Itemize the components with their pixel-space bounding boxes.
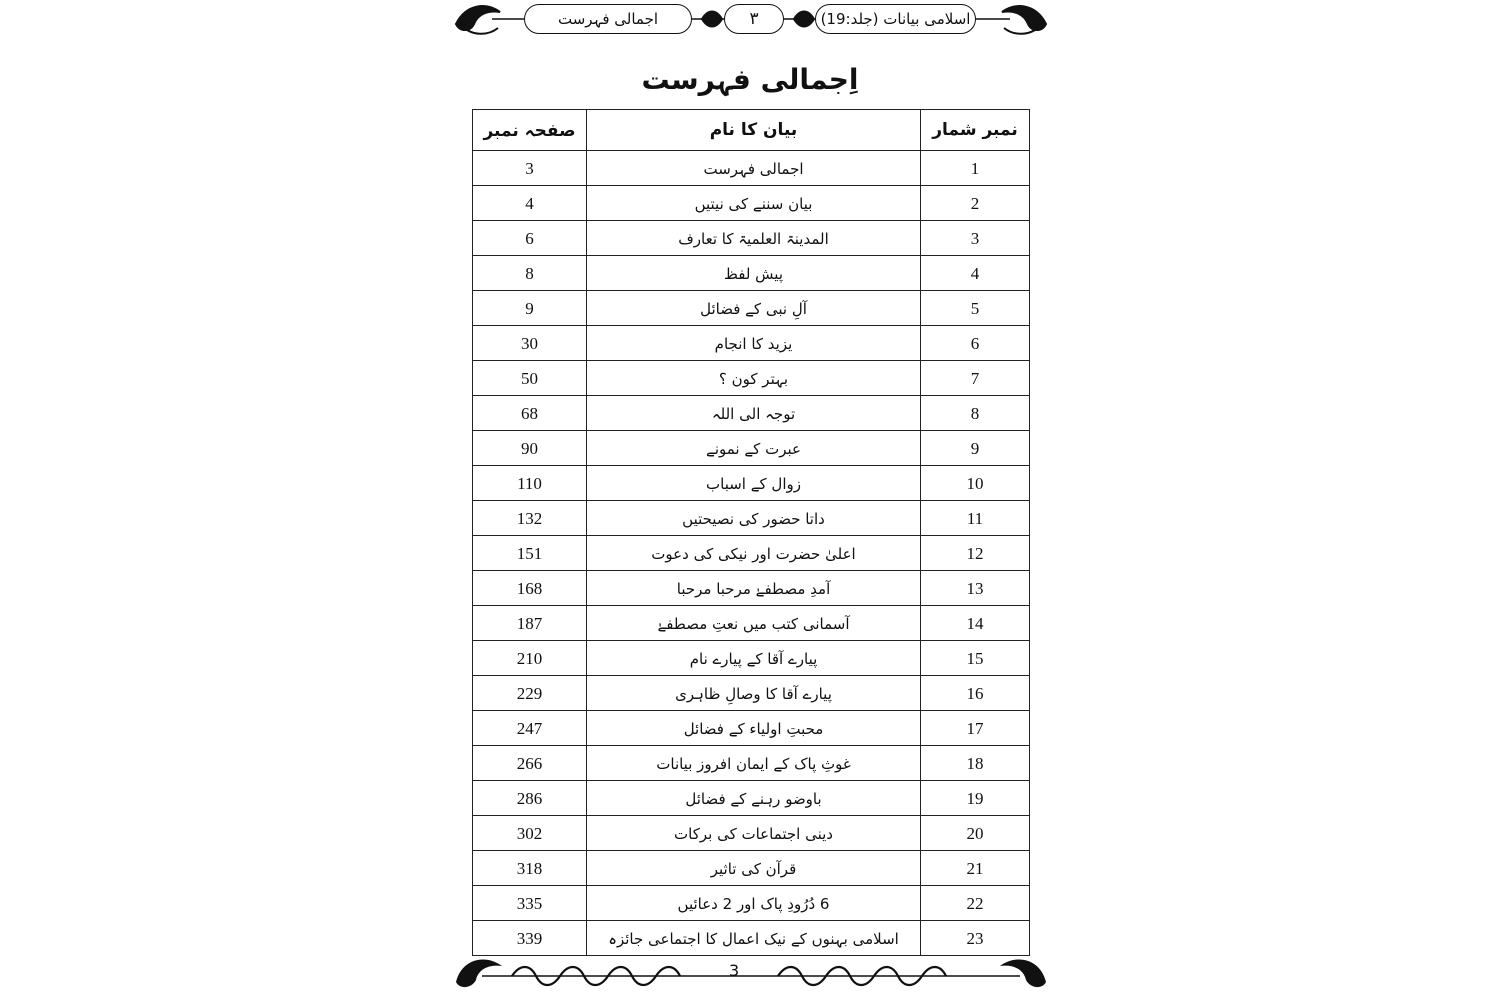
row-page-number: 210 bbox=[473, 641, 587, 676]
row-page-number: 8 bbox=[473, 256, 587, 291]
table-row bbox=[473, 711, 1030, 746]
row-title: پیش لفظ bbox=[587, 256, 921, 291]
row-title: عبرت کے نمونے bbox=[587, 431, 921, 466]
table-row bbox=[473, 291, 1030, 326]
row-title: دینی اجتماعات کی برکات bbox=[587, 816, 921, 851]
row-page-number: 339 bbox=[473, 921, 587, 956]
table-row bbox=[473, 781, 1030, 816]
row-page-number: 286 bbox=[473, 781, 587, 816]
row-title: داتا حضور کی نصیحتیں bbox=[587, 501, 921, 536]
row-serial-number: 21 bbox=[921, 851, 1030, 886]
table-row bbox=[473, 851, 1030, 886]
row-serial-number: 9 bbox=[921, 431, 1030, 466]
row-title: اسلامی بہنوں کے نیک اعمال کا اجتماعی جائزہ bbox=[587, 921, 921, 956]
table-row bbox=[473, 571, 1030, 606]
row-title: باوضو رہنے کے فضائل bbox=[587, 781, 921, 816]
row-page-number: 302 bbox=[473, 816, 587, 851]
table-header-row bbox=[473, 110, 1030, 151]
row-title: محبتِ اولیاء کے فضائل bbox=[587, 711, 921, 746]
row-page-number: 318 bbox=[473, 851, 587, 886]
row-serial-number: 22 bbox=[921, 886, 1030, 921]
table-row bbox=[473, 361, 1030, 396]
running-header bbox=[452, 0, 1050, 42]
table-body bbox=[473, 151, 1030, 956]
row-serial-number: 11 bbox=[921, 501, 1030, 536]
row-serial-number: 18 bbox=[921, 746, 1030, 781]
table-row bbox=[473, 816, 1030, 851]
row-title: قرآن کی تاثیر bbox=[587, 851, 921, 886]
row-title: آسمانی کتب میں نعتِ مصطفےٰ bbox=[587, 606, 921, 641]
page-title: اِجمالی فہرست bbox=[641, 63, 859, 96]
row-title: اجمالی فہرست bbox=[587, 151, 921, 186]
row-serial-number: 14 bbox=[921, 606, 1030, 641]
table-row bbox=[473, 256, 1030, 291]
row-page-number: 110 bbox=[473, 466, 587, 501]
row-title: اعلیٰ حضرت اور نیکی کی دعوت bbox=[587, 536, 921, 571]
row-page-number: 6 bbox=[473, 221, 587, 256]
table-row bbox=[473, 186, 1030, 221]
header-section-title: اجمالی فہرست bbox=[524, 4, 692, 34]
row-title: پیارے آقا کا وصالِ ظاہری bbox=[587, 676, 921, 711]
table-row bbox=[473, 326, 1030, 361]
column-header-name: بیان کا نام bbox=[587, 110, 921, 151]
table-row bbox=[473, 396, 1030, 431]
table-row bbox=[473, 431, 1030, 466]
table-row bbox=[473, 641, 1030, 676]
row-serial-number: 3 bbox=[921, 221, 1030, 256]
column-header-serial: نمبر شمار bbox=[921, 110, 1030, 151]
row-page-number: 3 bbox=[473, 151, 587, 186]
row-page-number: 335 bbox=[473, 886, 587, 921]
row-serial-number: 13 bbox=[921, 571, 1030, 606]
row-serial-number: 1 bbox=[921, 151, 1030, 186]
row-title: یزید کا انجام bbox=[587, 326, 921, 361]
row-serial-number: 8 bbox=[921, 396, 1030, 431]
row-page-number: 30 bbox=[473, 326, 587, 361]
row-serial-number: 17 bbox=[921, 711, 1030, 746]
row-title: 6 دُرُودِ پاک اور 2 دعائیں bbox=[587, 886, 921, 921]
row-title: غوثِ پاک کے ایمان افروز بیانات bbox=[587, 746, 921, 781]
column-header-page: صفحہ نمبر bbox=[473, 110, 587, 151]
row-page-number: 247 bbox=[473, 711, 587, 746]
row-page-number: 187 bbox=[473, 606, 587, 641]
row-serial-number: 23 bbox=[921, 921, 1030, 956]
table-row bbox=[473, 746, 1030, 781]
row-serial-number: 16 bbox=[921, 676, 1030, 711]
row-serial-number: 12 bbox=[921, 536, 1030, 571]
table-row bbox=[473, 466, 1030, 501]
row-serial-number: 20 bbox=[921, 816, 1030, 851]
row-page-number: 266 bbox=[473, 746, 587, 781]
row-page-number: 9 bbox=[473, 291, 587, 326]
row-page-number: 4 bbox=[473, 186, 587, 221]
row-serial-number: 19 bbox=[921, 781, 1030, 816]
row-page-number: 90 bbox=[473, 431, 587, 466]
row-serial-number: 6 bbox=[921, 326, 1030, 361]
row-page-number: 151 bbox=[473, 536, 587, 571]
table-row bbox=[473, 536, 1030, 571]
row-title: آلِ نبی کے فضائل bbox=[587, 291, 921, 326]
row-page-number: 229 bbox=[473, 676, 587, 711]
row-title: بہتر کون ؟ bbox=[587, 361, 921, 396]
header-page-number: ۳ bbox=[724, 4, 784, 34]
table-row bbox=[473, 676, 1030, 711]
row-page-number: 132 bbox=[473, 501, 587, 536]
table-row bbox=[473, 151, 1030, 186]
table-row bbox=[473, 221, 1030, 256]
table-row bbox=[473, 501, 1030, 536]
row-title: آمدِ مصطفےٰ مرحبا مرحبا bbox=[587, 571, 921, 606]
row-title: توجہ الی اللہ bbox=[587, 396, 921, 431]
row-serial-number: 4 bbox=[921, 256, 1030, 291]
row-title: بیان سننے کی نیتیں bbox=[587, 186, 921, 221]
row-page-number: 68 bbox=[473, 396, 587, 431]
row-title: المدینۃ العلمیۃ کا تعارف bbox=[587, 221, 921, 256]
contents-table bbox=[472, 109, 1030, 956]
row-serial-number: 10 bbox=[921, 466, 1030, 501]
header-book-title: اسلامی بیانات (جلد:19) bbox=[815, 4, 976, 34]
row-serial-number: 2 bbox=[921, 186, 1030, 221]
row-serial-number: 15 bbox=[921, 641, 1030, 676]
row-serial-number: 5 bbox=[921, 291, 1030, 326]
row-title: پیارے آقا کے پیارے نام bbox=[587, 641, 921, 676]
table-row bbox=[473, 606, 1030, 641]
table-row bbox=[473, 921, 1030, 956]
row-page-number: 168 bbox=[473, 571, 587, 606]
row-serial-number: 7 bbox=[921, 361, 1030, 396]
table-row bbox=[473, 886, 1030, 921]
row-page-number: 50 bbox=[473, 361, 587, 396]
footer-page-number: 3 bbox=[729, 961, 740, 980]
row-title: زوال کے اسباب bbox=[587, 466, 921, 501]
